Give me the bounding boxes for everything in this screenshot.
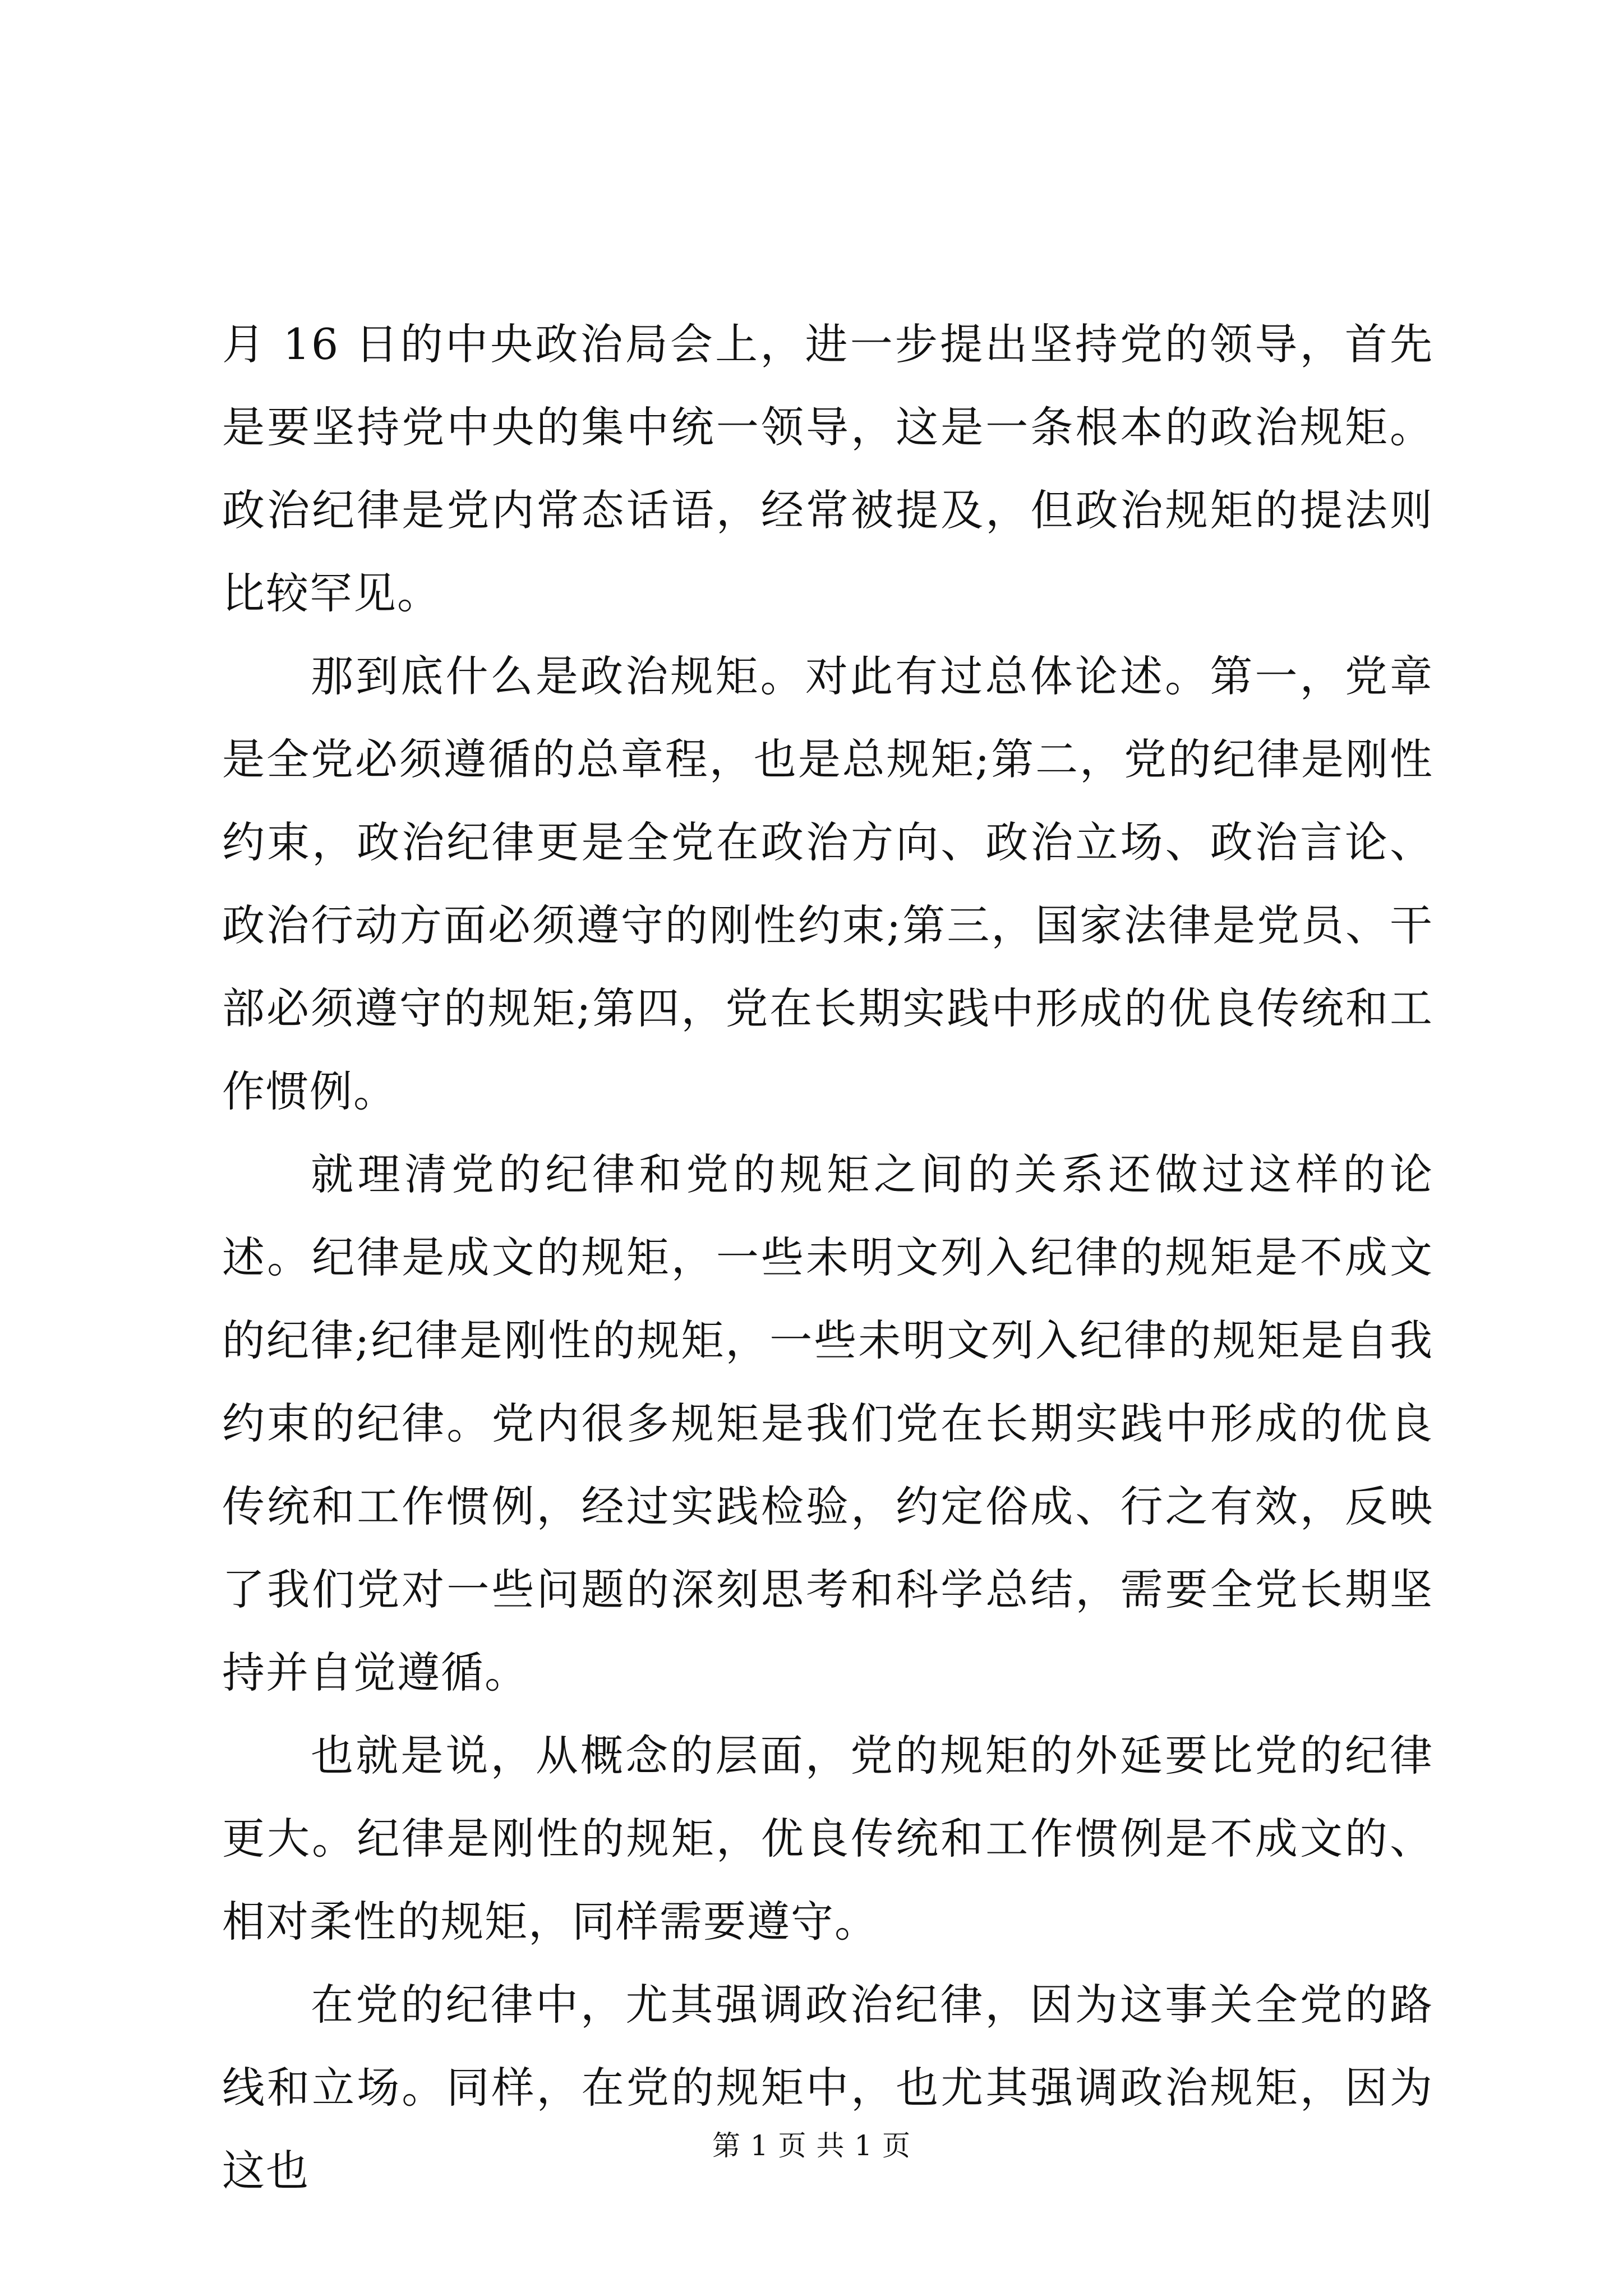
paragraph-2: 那到底什么是政治规矩。对此有过总体论述。第一，党章是全党必须遵循的总章程，也是总规矩;第二，党的纪律是刚性约束，政治纪律更是全党在政治方向、政治立场、政治言论、政治行动方面必须遵守的刚性约束;第三，国家法律是党员、干部必须遵守的规矩;第四，党在长期实践中形成的优良传统和工作惯例。 (222, 651, 1433, 1116)
paragraph-1: 月 16 日的中央政治局会上，进一步提出坚持党的领导，首先是要坚持党中央的集中统一领导，这是一条根本的政治规矩。政治纪律是党内常态话语，经常被提及，但政治规矩的提法则比较罕见。 (222, 319, 1433, 618)
document-body (222, 303, 1433, 2212)
paragraph-5: 在党的纪律中，尤其强调政治纪律，因为这事关全党的路线和立场。同样，在党的规矩中，也尤其强调政治规矩，因为这也 (222, 1980, 1433, 2196)
paragraph-4: 也就是说，从概念的层面，党的规矩的外延要比党的纪律更大。纪律是刚性的规矩，优良传统和工作惯例是不成文的、相对柔性的规矩，同样需要遵守。 (222, 1731, 1433, 1947)
page-footer: 第 1 页 共 1 页 (712, 2129, 911, 2162)
paragraph-3: 就理清党的纪律和党的规矩之间的关系还做过这样的论述。纪律是成文的规矩，一些未明文列入纪律的规矩是不成文的纪律;纪律是刚性的规矩，一些未明文列入纪律的规矩是自我约束的纪律。党内很多规矩是我们党在长期实践中形成的优良传统和工作惯例，经过实践检验，约定俗成、行之有效，反映了我们党对一些问题的深刻思考和科学总结，需要全党长期坚持并自觉遵循。 (222, 1149, 1433, 1697)
